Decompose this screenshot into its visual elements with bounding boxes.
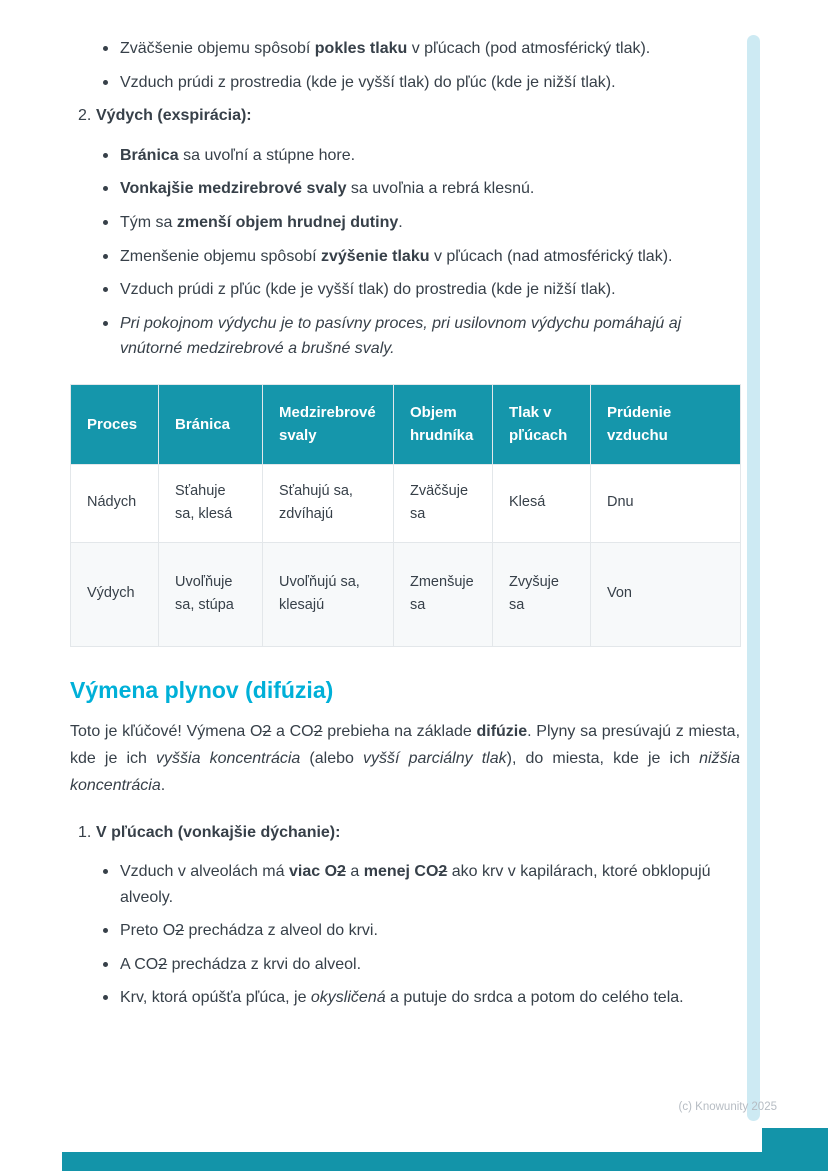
list-item-text: Vonkajšie medzirebrové svaly sa uvoľnia a rebrá klesnú. [120,180,535,198]
table-cell: Dnu [591,464,741,542]
bullet-icon [103,995,108,1000]
section-heading: Výmena plynov (difúzia) [70,676,334,703]
table-cell: Uvoľňujú sa, klesajú [263,542,394,646]
list-item [103,952,740,978]
bullet-icon [103,287,108,292]
list-number: 2. [78,107,92,125]
inhale-effects-list [103,36,740,95]
list-item [103,859,740,910]
table-header-cell: Proces [71,384,159,464]
bullet-icon [103,928,108,933]
list-item [103,244,740,270]
table-cell: Výdych [71,542,159,646]
list-item-text: A CO2 prechádza z krvi do alveol. [120,955,362,973]
list-item-text: Pri pokojnom výdychu je to pasívny proces, pri usilovnom výdychu pomáhajú aj vnútorné medzirebrové a brušné svaly. [120,314,682,358]
table-cell: Nádych [71,464,159,542]
list-item-text: Krv, ktorá opúšťa pľúca, je okysličená a putuje do srdca a potom do celého tela. [120,989,684,1007]
diffusion-paragraph: Toto je kľúčové! Výmena O2 a CO2 prebieha na základe difúzie. Plyny sa presúvajú z miesta, kde je ich vyššia koncentrácia (alebo vyšší parciálny tlak), do miesta, kde je ich nižšia koncentrácia. [70,722,741,795]
numbered-item-title: V pľúcach (vonkajšie dýchanie): [96,823,341,841]
table-cell: Zmenšuje sa [394,542,493,646]
list-item [103,210,740,236]
bullet-icon [103,80,108,85]
exhale-steps-list [103,143,740,362]
list-item-text: Tým sa zmenší objem hrudnej dutiny. [120,213,403,231]
bullet-icon [103,962,108,967]
list-item [103,277,740,303]
table-header-cell: Tlak v pľúcach [493,384,591,464]
table-cell: Sťahuje sa, klesá [159,464,263,542]
list-item-text: Preto O2 prechádza z alveol do krvi. [120,922,378,940]
respiration-comparison-table [70,384,741,647]
table-cell: Sťahujú sa, zdvíhajú [263,464,394,542]
footer-credit: (c) Knowunity 2025 [678,1101,777,1113]
list-item [103,918,740,944]
numbered-item-exhale [78,103,740,129]
table-header-cell: Medzirebrové svaly [263,384,394,464]
table-header-row [71,384,741,464]
numbered-item-lungs [78,820,740,846]
list-item [103,176,740,202]
list-item [103,311,740,362]
list-item-text: Zmenšenie objemu spôsobí zvýšenie tlaku v pľúcach (nad atmosférický tlak). [120,247,673,265]
list-item-text: Vzduch prúdi z pľúc (kde je vyšší tlak) do prostredia (kde je nižší tlak). [120,281,616,299]
list-item [103,985,740,1011]
table-row [71,464,741,542]
list-item [103,36,740,62]
bullet-icon [103,220,108,225]
bullet-icon [103,869,108,874]
list-item-text: Vzduch prúdi z prostredia (kde je vyšší tlak) do pľúc (kde je nižší tlak). [120,73,616,91]
table-cell: Klesá [493,464,591,542]
numbered-item-title: Výdych (exspirácia): [96,107,252,125]
list-item [103,143,740,169]
table-cell: Zvyšuje sa [493,542,591,646]
table-cell: Zväčšuje sa [394,464,493,542]
table-header-cell: Objem hrudníka [394,384,493,464]
document-content [70,36,740,1019]
bullet-icon [103,153,108,158]
bullet-icon [103,186,108,191]
next-page-banner [62,1152,828,1171]
bullet-icon [103,254,108,259]
list-item-text: Zväčšenie objemu spôsobí pokles tlaku v pľúcach (pod atmosférický tlak). [120,40,651,57]
list-number: 1. [78,823,92,841]
list-item-text: Vzduch v alveolách má viac O2 a menej CO2 ako krv v kapilárach, ktoré obklopujú alveoly. [120,863,711,906]
table-row [71,542,741,646]
lungs-exchange-list [103,859,740,1011]
bullet-icon [103,46,108,51]
table-cell: Uvoľňuje sa, stúpa [159,542,263,646]
table-header-cell: Bránica [159,384,263,464]
table-cell: Von [591,542,741,646]
scrollbar-thumb[interactable] [747,35,760,1121]
list-item-text: Bránica sa uvoľní a stúpne hore. [120,146,356,164]
list-item [103,70,740,96]
bullet-icon [103,321,108,326]
table-header-cell: Prúdenie vzduchu [591,384,741,464]
